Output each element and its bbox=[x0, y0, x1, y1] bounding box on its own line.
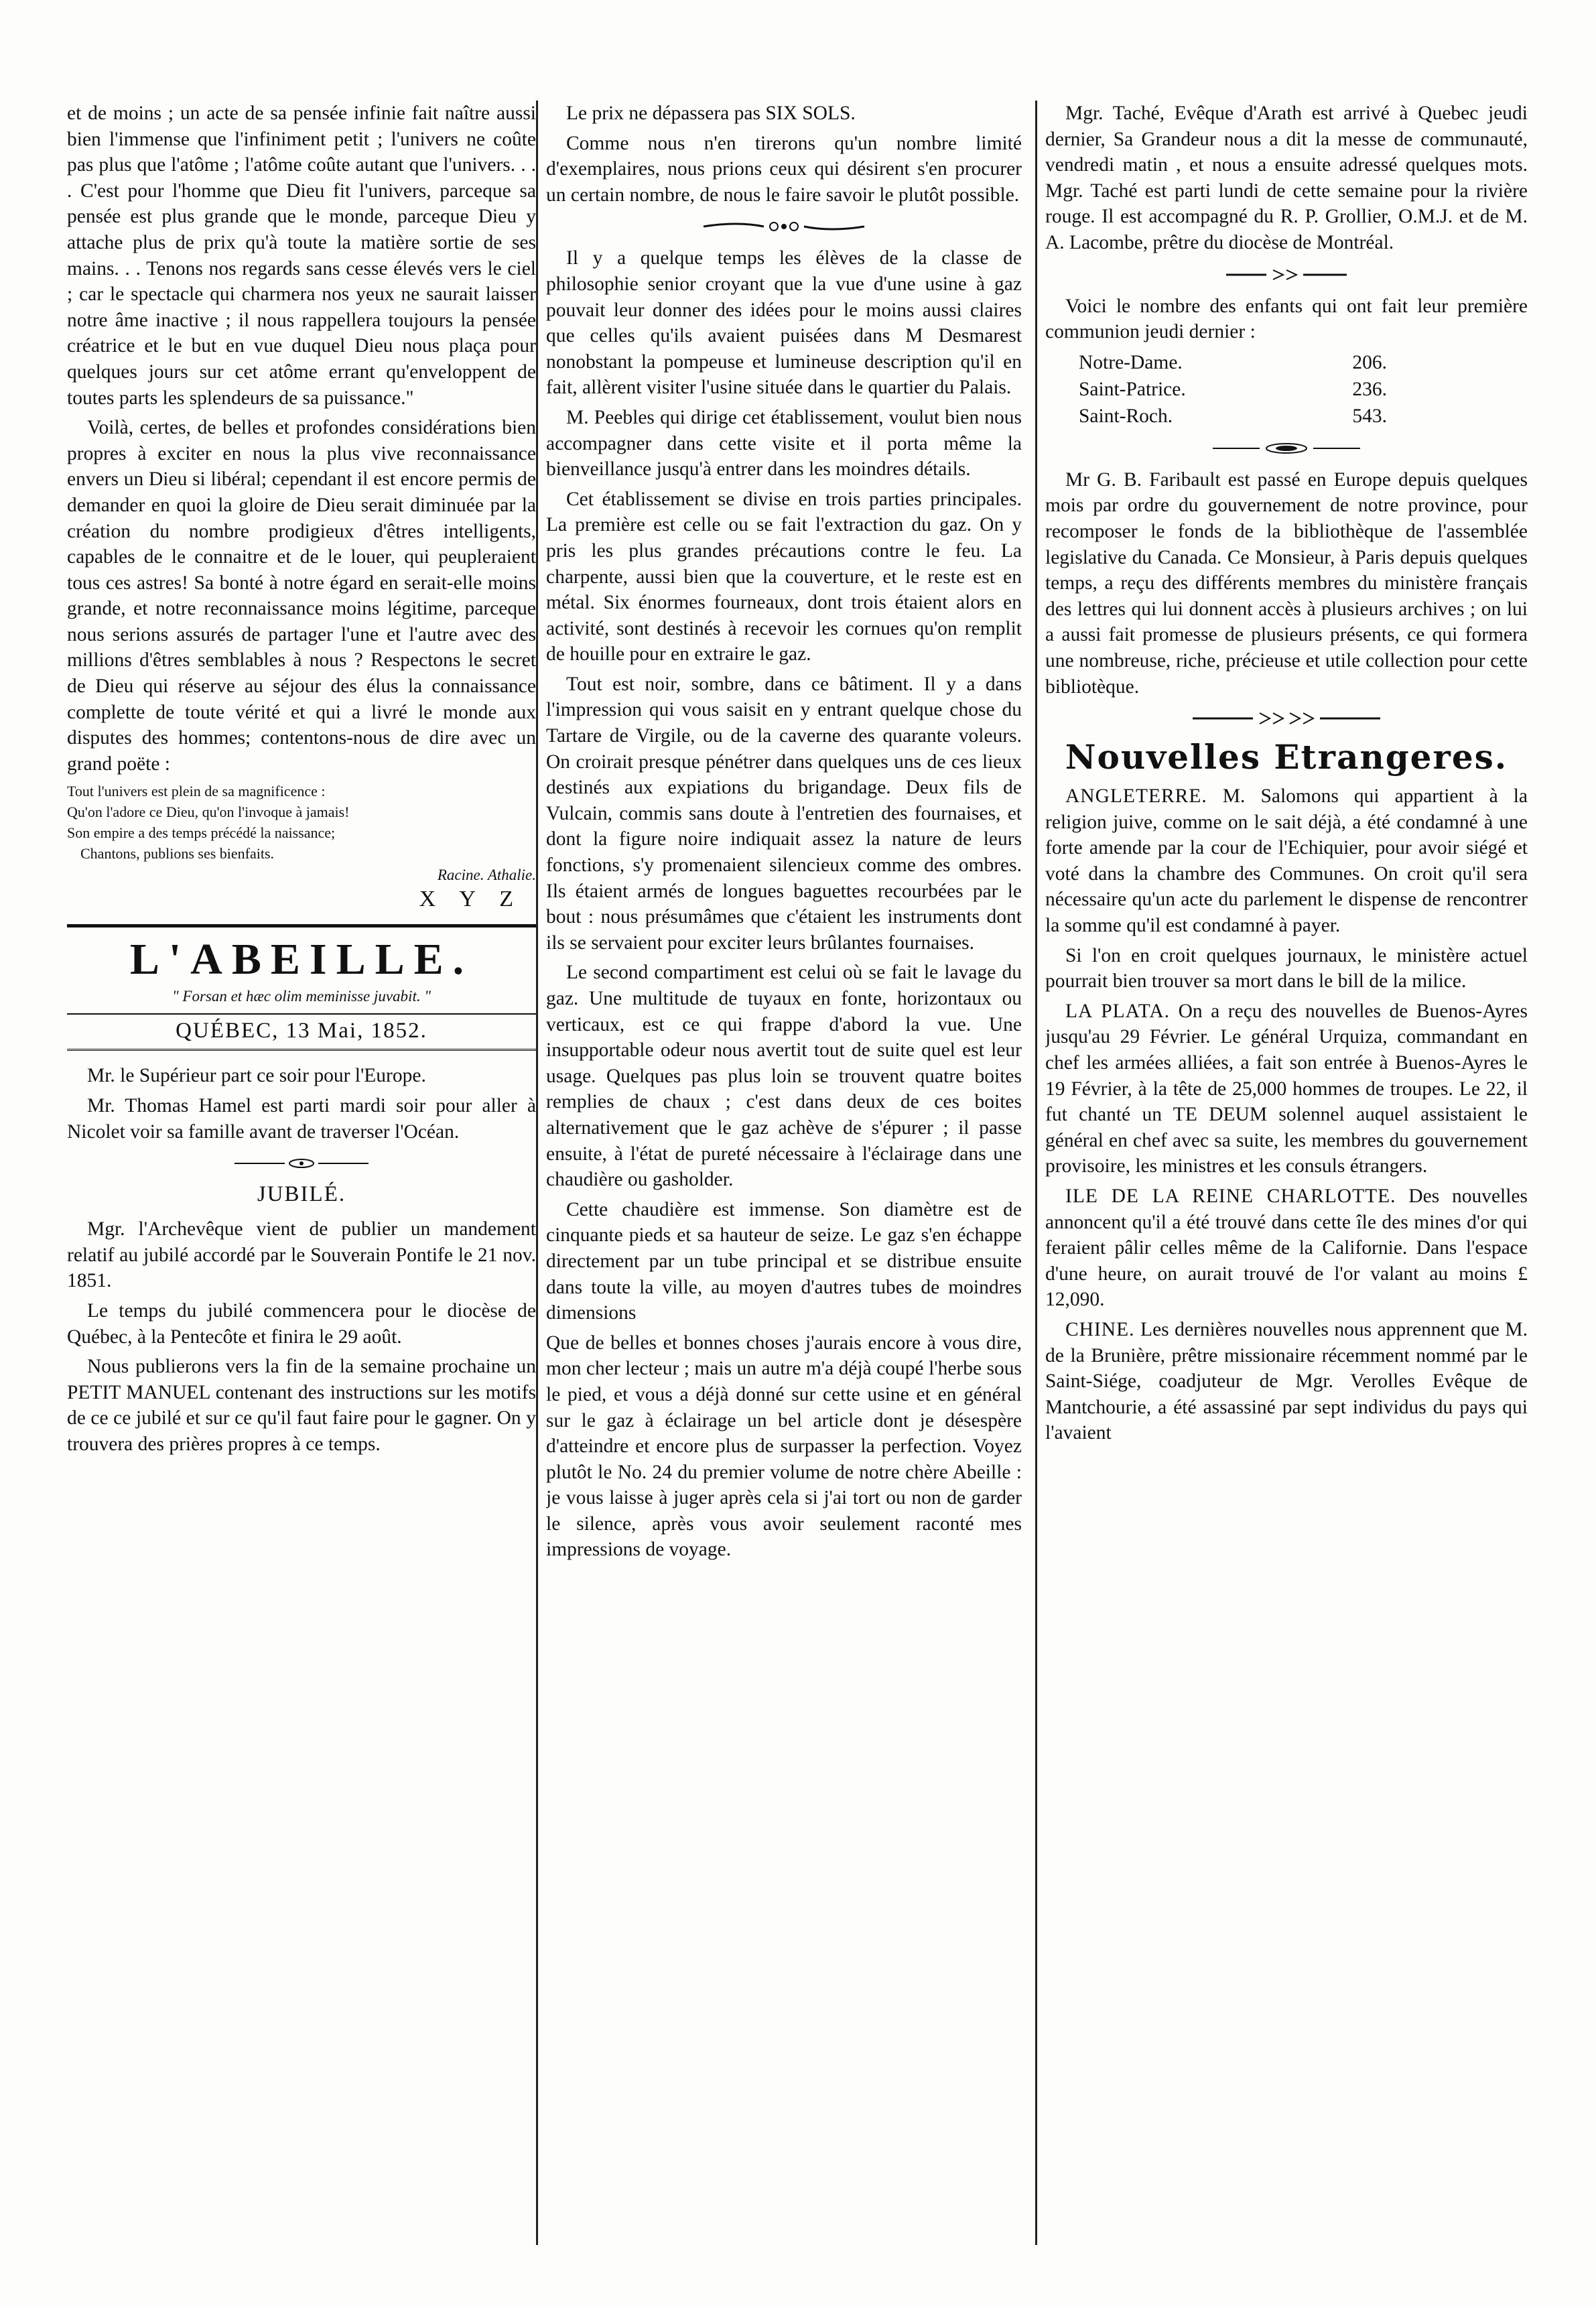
article-paragraph: Tout est noir, sombre, dans ce bâtiment. Il y a dans l'impression qui vous saisit en y entrant quelque chose du Tartare de Virgile, ou de la caverne des quarante voleurs. On croirait presque pénétrer dans quelques uns de ces lieux destinés aux expiations du brigandage. Deux fils de Vulcain, commis sans doute à l'entretien des fournaises, et dont la figure noire indiquait assez la nature de leurs fonctions, s'y promenaient silencieux comme des ombres. Ils étaient armés de longues baguettes recourbées par le bout : nous présumâmes que c'étaient les instruments dont ils se servaient pour exciter leurs brûlantes fournaises. bbox=[546, 673, 1022, 954]
poem-line: Son empire a des temps précédé la naissance; bbox=[67, 824, 336, 842]
news-item: Le temps du jubilé commencera pour le diocèse de Québec, à la Pentecôte et finira le 29 août. bbox=[67, 1300, 536, 1348]
news-item: Comme nous n'en tirerons qu'un nombre limité d'exemplaires, nous prions ceux qui désirent s'en procurer un certain nombre, de nous le faire savoir le plutôt possible. bbox=[546, 132, 1022, 206]
news-item: LA PLATA. On a reçu des nouvelles de Buenos-Ayres jusqu'au 29 Février. Le général Urquiza, commandant en chef les armées alliées, a fait son entrée à Buenos-Ayres le 19 Février, à la tête de 25,000 hommes de troupes. Le 22, il fut chanté un TE DEUM solennel auquel assistaient le général en chef avec sa suite, les membres du gouvernement provisoire, les ministres et les consuls étrangers. bbox=[1045, 1000, 1528, 1177]
child-count: 206. bbox=[1352, 351, 1387, 373]
child-count: 236. bbox=[1352, 378, 1387, 400]
news-item: Mr. Thomas Hamel est parti mardi soir pour aller à Nicolet voir sa famille avant de traverser l'Océan. bbox=[67, 1095, 536, 1143]
church-name: Saint-Patrice. bbox=[1079, 378, 1186, 400]
column-right bbox=[1045, 101, 1528, 2279]
poem-quote bbox=[67, 781, 536, 864]
ornament-divider-icon bbox=[697, 220, 871, 233]
column-rule bbox=[1035, 101, 1037, 2245]
issue-dateline: QUÉBEC, 13 Mai, 1852. bbox=[67, 1013, 536, 1051]
child-count: 543. bbox=[1352, 405, 1387, 427]
ornament-divider bbox=[546, 212, 1022, 241]
poem-line: Tout l'univers est plein de sa magnificence : bbox=[67, 783, 326, 800]
table-row bbox=[1079, 349, 1394, 376]
ornament-divider-icon bbox=[1219, 268, 1353, 281]
ornament-divider bbox=[1045, 260, 1528, 290]
article-paragraph: Le second compartiment est celui où se fait le lavage du gaz. Une multitude de tuyaux en fonte, horizontaux ou verticaux, est ce qui frappe d'abord la vue. Une insupportable odeur nous avertit tout de suite quel est leur usage. Quelques pas plus loin se trouvent quatre boites remplies de chaux ; c'est dans deux de ces boites alternativement que le gaz achève de s'épurer ; il passe ensuite, à l'état de pureté nécessaire à l'éclairage dans une chaudière ou gasholder. bbox=[546, 962, 1022, 1191]
communion-table bbox=[1079, 349, 1394, 430]
author-signature: X Y Z bbox=[419, 887, 523, 912]
table-row bbox=[1079, 403, 1394, 430]
masthead-motto: " Forsan et hæc olim meminisse juvabit. " bbox=[172, 988, 431, 1005]
country-lead: ILE DE LA REINE CHARLOTTE. bbox=[1065, 1186, 1396, 1207]
ornament-divider-icon bbox=[228, 1157, 375, 1170]
newspaper-masthead: L'ABEILLE. bbox=[129, 935, 474, 984]
news-item: ILE DE LA REINE CHARLOTTE. Des nouvelles annoncent qu'il a été trouvé dans cette île des mines d'or qui feraient pâlir celles même de la Californie. Dans l'espace d'une heure, on aurait trouvé de l'or valant au moins £ 12,090. bbox=[1045, 1186, 1528, 1311]
news-item: Le prix ne dépassera pas SIX SOLS. bbox=[566, 103, 856, 124]
column-rule bbox=[536, 101, 538, 2245]
article-paragraph: Cette chaudière est immense. Son diamètre est de cinquante pieds et sa hauteur de seize. Le gaz s'en échappe directement par un tube principal et se distribue ensuite dans toute la ville, au moyen d'autres tubes de moindres dimensions bbox=[546, 1198, 1022, 1324]
ornament-divider bbox=[1045, 704, 1528, 733]
article-paragraph: Cet établissement se divise en trois parties principales. La première est celle ou se fait l'extraction du gaz. On y pris les plus grandes précautions contre le feu. La charpente, aussi bien que la couverture, et le reste est en métal. Six énormes fourneaux, dont trois étaient alors en activité, sont destinés à recevoir les cornues qu'on remplit de houille pour en extraire le gaz. bbox=[546, 488, 1022, 665]
table-row bbox=[1079, 376, 1394, 403]
church-name: Notre-Dame. bbox=[1079, 351, 1183, 373]
poem-attribution: Racine. Athalie. bbox=[437, 867, 536, 884]
news-item: Voici le nombre des enfants qui ont fait leur première communion jeudi dernier : bbox=[1045, 295, 1528, 343]
ornament-divider bbox=[67, 1149, 536, 1178]
poem-line: Chantons, publions ses bienfaits. bbox=[80, 845, 275, 862]
article-paragraph: Que de belles et bonnes choses j'aurais encore à vous dire, mon cher lecteur ; mais un autre m'a déjà coupé l'herbe sous le pied, et vous a déjà donné sur cette usine et en général sur le gaz à éclairage un bel article dont je désespère d'atteindre et encore plus de surpasser la perfection. Voyez plutôt le No. 24 du premier volume de notre chère Abeille : je vous laisse à juger après cela si j'ai tort ou non de garder le silence, après vous avoir seulement raconté mes impressions de voyage. bbox=[546, 1332, 1022, 1561]
news-item: Nous publierons vers la fin de la semaine prochaine un PETIT MANUEL contenant des instructions sur les motifs de ce ce jubilé et sur ce qu'il faut faire pour le gagner. On y trouvera des prières propres à ce temps. bbox=[67, 1356, 536, 1455]
ornament-divider-icon bbox=[1206, 442, 1367, 455]
poem-line: Qu'on l'adore ce Dieu, qu'on l'invoque à jamais! bbox=[67, 804, 350, 821]
section-heading: JUBILÉ. bbox=[257, 1182, 346, 1207]
country-lead: LA PLATA. bbox=[1065, 1000, 1171, 1022]
country-lead: ANGLETERRE. bbox=[1065, 785, 1207, 808]
article-paragraph: Il y a quelque temps les élèves de la classe de philosophie senior croyant que la vue d'une usine à gaz pouvait leur donner des idées pour le moins aussi claires que celles qu'ils avaient puisées dans M Desmarest nonobstant la pompeuse et lumineuse description qu'il en fait, allèrent visiter l'usine située dans le quartier du Palais. bbox=[546, 247, 1022, 399]
news-item: CHINE. Les dernières nouvelles nous apprennent que M. de la Brunière, prêtre missionaire récemment nommé par le Saint-Siége, coadjuteur de Mgr. Verolles Evêque de Mantchourie, a été assassiné par sept individus du pays qui l'avaient bbox=[1045, 1318, 1528, 1444]
news-item: Mr. le Supérieur part ce soir pour l'Europe. bbox=[87, 1065, 426, 1087]
article-continued: et de moins ; un acte de sa pensée infinie fait naître aussi bien l'immense que l'infiniment petit ; l'univers ne coûte pas plus que l'atôme ; l'atôme coûte autant que l'univers. . . . C'est pour l'homme que Dieu fit l'univers, parceque sa pensée est plus grande que le monde, parceque Dieu y attache plus de prix qu'à toute la matière sortie de ses mains. . . Tenons nos regards sans cesse élevés vers le ciel ; car le spectacle qui charmera nos yeux ne saurait laisser notre âme inactive ; il nous rappellera toujours la pensée créatrice et le but en vue duquel Dieu nous plaça pour quelques jours sur cet atôme errant qu'enveloppent de toutes parts les splendeurs de sa puissance." bbox=[67, 103, 536, 409]
article-paragraph: M. Peebles qui dirige cet établissement, voulut bien nous accompagner dans cette visite et il porta même la bienveillance jusqu'à entrer dans les moindres détails. bbox=[546, 406, 1022, 481]
masthead-rule bbox=[67, 924, 536, 927]
column-middle bbox=[546, 101, 1022, 2279]
ornament-divider bbox=[1045, 434, 1528, 463]
church-name: Saint-Roch. bbox=[1079, 405, 1173, 427]
ornament-divider-icon bbox=[1186, 710, 1387, 726]
news-item: Mgr. Taché, Evêque d'Arath est arrivé à Quebec jeudi dernier, Sa Grandeur nous a dit la messe de communauté, vendredi matin , et nous a ensuite adressé quelques mots. Mgr. Taché est parti lundi de cette semaine pour la rivière rouge. Il est accompagné du R. P. Grollier, O.M.J. et de M. A. Lacombe, prêtre du diocèse de Montréal. bbox=[1045, 103, 1528, 253]
news-item: Mr G. B. Faribault est passé en Europe depuis quelques mois par ordre du gouvernement de notre province, pour recomposer le fonds de la bibliothèque de l'assemblée legislative du Canada. Ce Monsieur, à Paris depuis quelques temps, a reçu des différents membres du ministère français des lettres qui lui donnent accès à plusieurs archives ; on lui a aussi fait promesse de plusieurs présents, ce qui formera une nombreuse, riche, précieuse et utile collection pour cette bibliotèque. bbox=[1045, 468, 1528, 698]
news-item: Si l'on en croit quelques journaux, le ministère actuel pourrait bien trouver sa mort dans le bill de la milice. bbox=[1045, 944, 1528, 992]
section-heading: Nouvelles Etrangeres. bbox=[1065, 737, 1508, 777]
news-item: ANGLETERRE. M. Salomons qui appartient à la religion juive, comme on le sait déjà, a été condamné à une forte amende par la cour de l'Echiquier, pour avoir siégé et voté dans la chambre des Communes. On croit qu'il sera nécessaire qu'un acte du parlement le dispense de rencontrer la somme qu'il est condamné à payer. bbox=[1045, 785, 1528, 937]
news-item: Mgr. l'Archevêque vient de publier un mandement relatif au jubilé accordé par le Souverain Pontife le 21 nov. 1851. bbox=[67, 1218, 536, 1292]
country-lead: CHINE. bbox=[1065, 1318, 1135, 1340]
article-paragraph: Voilà, certes, de belles et profondes considérations bien propres à exciter en nous la plus vive reconnaissance envers un Dieu si libéral; cependant il est encore permis de demander en quoi la gloire de Dieu serait diminuée par la création du nombre prodigieux d'êtres intelligents, capables de le connaitre et de le louer, qui peupleraient tous ces astres! Sa bonté à notre égard en serait-elle moins grande, et notre reconnaissance moins légitime, parceque nous serions assurés de partager l'une et l'autre avec des millions d'êtres semblables à nous ? Respectons le secret de Dieu qui réserve au séjour des élus la connaissance complette de toute vérité et qui a livré le monde aux disputes des hommes; contentons-nous de dire avec un grand poëte : bbox=[67, 417, 536, 775]
column-left bbox=[67, 101, 536, 2279]
